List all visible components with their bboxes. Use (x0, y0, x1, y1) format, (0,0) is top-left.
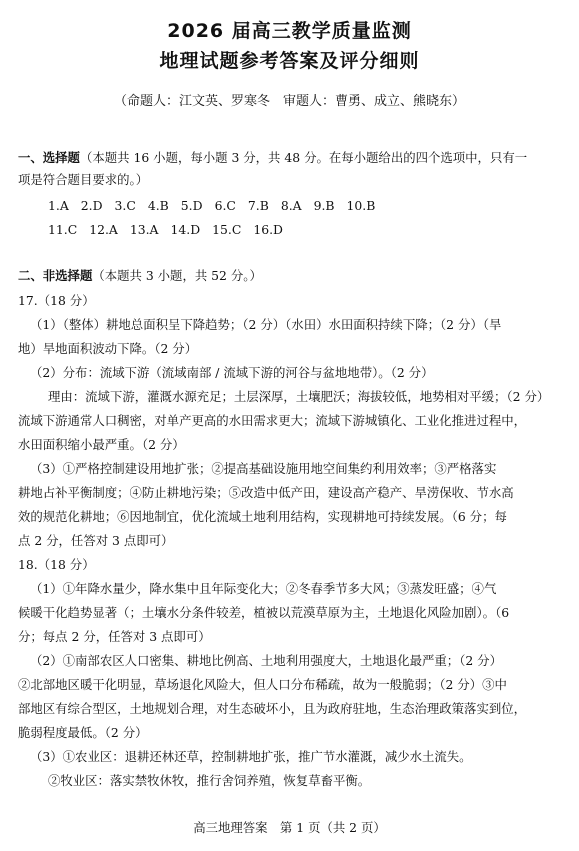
answer-text-line: （1）（整体）耕地总面积呈下降趋势；（2 分）（水田）水田面积持续下降；（2 分）（旱 (30, 317, 502, 332)
answer-item: 13.A (129, 222, 159, 237)
answer-text-line: 部地区有综合型区，土地规划合理，对生态破坏小，且为政府驻地，生态治理政策落实到位， (18, 701, 527, 716)
document-subtitle: 地理试题参考答案及评分细则 (159, 50, 420, 72)
answer-item: 4.B (147, 198, 169, 213)
answer-item: 12.A (89, 222, 118, 237)
answer-text-line: 点 2 分，任答对 3 点即可） (18, 533, 174, 548)
answer-item: 7.B (247, 198, 269, 213)
answer-text-line: （3）①农业区：退耕还林还草，控制耕地扩张，推广节水灌溉，减少水土流失。 (30, 749, 472, 764)
authors-line: （命题人：江文英、罗寒冬 审题人：曹勇、成立、熊晓东） (113, 94, 465, 109)
question-18-heading: 18.（18 分） (18, 557, 95, 572)
section1-desc-line2: 项是符合题目要求的。） (18, 172, 149, 187)
answer-item: 3.C (114, 198, 136, 213)
answer-text-line: 脆弱程度最低。（2 分） (18, 725, 148, 740)
answer-item: 16.D (253, 222, 283, 237)
answer-item: 14.D (170, 222, 201, 237)
answer-text-line: （1）①年降水量少，降水集中且年际变化大；②冬春季节多大风；③蒸发旺盛；④气 (30, 581, 497, 596)
answer-text-line: 耕地占补平衡制度；④防止耕地污染；⑤改造中低产田，建设高产稳产、旱涝保收、节水高 (18, 485, 514, 500)
answer-item: 1.A (48, 198, 69, 213)
section2-heading-line (18, 268, 262, 284)
answer-text-line: （2）分布：流域下游（流域南部 / 流域下游的河谷与盆地地带）。（2 分） (30, 365, 434, 380)
document-title: 2026 届高三教学质量监测 (167, 20, 412, 42)
answer-item: 8.A (280, 198, 302, 213)
section1-desc-line1 (18, 150, 527, 166)
answer-text-line: （3）①严格控制建设用地扩张；②提高基础设施用地空间集约利用效率；③严格落实 (30, 461, 497, 476)
question-17-heading: 17.（18 分） (18, 293, 95, 308)
answer-text-line: （2）①南部农区人口密集、耕地比例高、土地利用强度大，土地退化最严重；（2 分） (30, 653, 502, 668)
answer-item: 9.B (313, 198, 335, 213)
page-footer: 高三地理答案 第 1 页（共 2 页） (193, 820, 386, 835)
answer-text-line: 理由：流域下游，灌溉水源充足；土层深厚，土壤肥沃；海拔较低，地势相对平缓；（2 分） (48, 389, 550, 404)
answer-item: 5.D (180, 198, 203, 213)
section1-heading: 一、选择题 (18, 150, 80, 165)
answer-text-line: 地）旱地面积波动下降。（2 分） (18, 341, 198, 356)
section2-desc: （本题共 3 小题，共 52 分。） (92, 268, 262, 283)
answer-text-line: 水田面积缩小最严重。（2 分） (18, 437, 185, 452)
answers-row-2 (48, 222, 295, 237)
answer-item: 15.C (212, 222, 242, 237)
answer-text-line: ②北部地区暖干化明显，草场退化风险大，但人口分布稀疏，故为一般脆弱；（2 分）③中 (18, 677, 507, 692)
answer-text-line: 效的规范化耕地；⑥因地制宜，优化流域土地利用结构，实现耕地可持续发展。（6 分；每 (18, 509, 507, 524)
answer-item: 6.C (214, 198, 236, 213)
answer-text-line: 流域下游通常人口稠密，对单产更高的水田需求更大；流域下游城镇化、工业化推进过程中， (18, 413, 527, 428)
answer-text-line: ②牧业区：落实禁牧休牧，推行舍饲养殖，恢复草畜平衡。 (48, 773, 371, 788)
answer-item: 11.C (48, 222, 78, 237)
section1-desc: （本题共 16 小题，每小题 3 分，共 48 分。在每小题给出的四个选项中，只有一 (79, 150, 528, 165)
section2-heading: 二、非选择题 (18, 268, 93, 283)
answer-text-line: 分；每点 2 分，任答对 3 点即可） (18, 629, 211, 644)
answer-item: 2.D (80, 198, 103, 213)
answer-text-line: 候暖干化趋势显著（；土壤水分条件较差，植被以荒漠草原为主，土地退化风险加剧）。（6 (18, 605, 510, 620)
answer-item: 10.B (346, 198, 376, 213)
answers-row-1 (48, 198, 387, 213)
